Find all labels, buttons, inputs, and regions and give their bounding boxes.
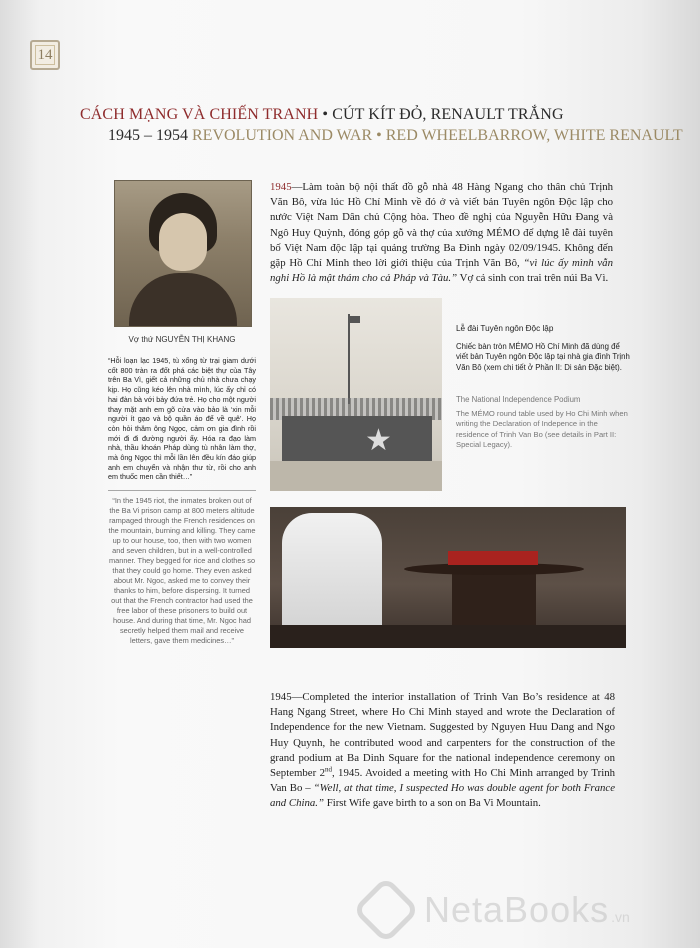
chapter-title-vn [80, 106, 564, 124]
portrait-caption: Vợ thứ NGUYỄN THỊ KHANG [128, 335, 236, 344]
watermark-text: NetaBooks [424, 889, 610, 930]
chapter-title-en [108, 127, 683, 145]
para-en-sup: nd [324, 765, 332, 774]
para-vn-text2: Vợ cả sinh con trai trên núi Ba Vì. [457, 272, 609, 285]
ground [270, 461, 442, 491]
page-number [30, 40, 60, 70]
quote-divider [108, 490, 256, 491]
portrait-face [159, 213, 207, 271]
title-en-years: 1945 – 1954 [108, 127, 192, 144]
floor [270, 625, 626, 648]
star-icon: ★ [365, 424, 392, 457]
photo-caption-body-vn: Chiếc bàn tròn MÉMO Hồ Chí Minh đã dùng để viết bản Tuyên ngôn Độc lập tại nhà gia đình Trịnh Văn Bô (xem chi tiết ở Phần II: Di sản Đặc biệt). [456, 342, 630, 372]
red-plaque [448, 551, 538, 565]
flag [350, 316, 360, 323]
podium-photo [270, 298, 442, 491]
watermark-suffix: .vn [611, 909, 630, 925]
para-en-italic: “Well, at that time, I suspected Ho was double agent for both France and China.” [270, 782, 615, 810]
portrait-body [129, 273, 237, 327]
round-table-photo [270, 507, 626, 648]
quote-en: “In the 1945 riot, the inmates broken out of the Ba Vi prison camp at 800 meters altitude rampaged through the French residences on the mountain, burning and killing. They came up to our house, too, then with two women and seven children, but in a well-controlled manner. They begged for rice and clothes so that they could go home. They even asked about Mr. Ngoc, asked me to convey their thanks to him, before dispersing. It turned out that the French contractor had used the free labor of these prisoners to build out house. And during that time, Mr. Ngoc had secretly helped them mail and receive letters, gave them medicines…” [108, 496, 256, 645]
quote-vn: “Hỗi loạn lạc 1945, tù xổng từ trại giam dưới cốt 800 tràn ra đốt phá các biệt thự của Tây trên Ba Vì, giết cả những chủ nhà chưa chạy kịp. Họ cũng kéo lên nhà mình, lúc ấy chỉ có hai đàn bà với bảy đứa trẻ. Họ cho một người thay mặt anh em gõ cửa vào bảo là ‘xin mỗi người ít gạo và bộ quần áo để về quê’. Họ còn hỏi thăm ông Ngọc, cảm ơn gia đình rồi mới đi đi đường người ấy. Hóa ra đạo làm nhà, thầu khoán Pháp dùng tù nhân làm thợ, mà ông Ngọc thì mỗi lần lên đều kín đáo giúp anh em chuyển và nhận thư từ, rồi cho anh em thuốc men cần thiết…” [108, 356, 256, 482]
page-number-text: 14 [37, 46, 53, 63]
watermark [362, 880, 692, 940]
title-vn-part1: CÁCH MẠNG VÀ CHIẾN TRANH [80, 106, 319, 123]
title-en-text: REVOLUTION AND WAR • RED WHEELBARROW, WHITE RENAULT [192, 127, 683, 144]
para-vn-year: 1945 [270, 181, 292, 193]
paragraph-vn [270, 180, 613, 286]
photo-caption-body-en: The MÉMO round table used by Ho Chi Minh when writing the Declaration of Indepence in the residence of Trinh Van Bo (see details in Part II: Special Legacy). [456, 409, 628, 450]
photo-caption-title-en: The National Independence Podium [456, 395, 581, 404]
para-en-text1: 1945—Completed the interior installation of Trinh Van Bo’s residence at 48 Hang Ngang Street, where Ho Chi Minh stayed and wrote the Declaration of Independence for the new Vietnam. Suggested by Nguyen Huu Dang and Ngo Huy Quynh, he contributed wood and carpenters for the construction of the grand podium at Ba Dinh Square for the national independence ceremony on September 2 [270, 691, 615, 780]
table-column [452, 573, 536, 627]
para-vn-italic: “vì lúc ấy mình vẫn nghi Hồ là mật thám cho cả Pháp và Tàu.” [270, 257, 613, 285]
watermark-logo-icon [352, 876, 420, 944]
title-vn-part2: CÚT KÍT ĐỎ, RENAULT TRẮNG [332, 106, 564, 123]
portrait-photo [114, 180, 252, 327]
para-vn-text1: —Làm toàn bộ nội thất đồ gỗ nhà 48 Hàng Ngang cho thân chủ Trịnh Văn Bô, vừa lúc Hồ Chí Minh về đó ở và viết bản Tuyên ngôn Độc lập cho nước Việt Nam Dân chủ Cộng hòa. Theo đề nghị của Nguyễn Hữu Đang và Ngô Huy Quỳnh, đóng góp gỗ và thợ của xưởng MÉMO để dựng lễ đài tuyên bố Việt Nam độc lập tại quảng trường Ba Đình ngày 02/09/1945. Không đến gặp Hồ Chí Minh theo lời giới thiệu của Trịnh Văn Bô, [270, 181, 613, 270]
para-en-text2: , 1945. Avoided a meeting with Ho Chi Minh arranged by Trinh Van Bo – [270, 767, 615, 795]
paragraph-en [270, 690, 615, 812]
stage [282, 416, 432, 461]
flagpole [348, 314, 350, 404]
photo-caption-title-vn: Lễ đài Tuyên ngôn Độc lập [456, 324, 554, 333]
para-en-text3: First Wife gave birth to a son on Ba Vi Mountain. [324, 797, 541, 810]
title-vn-sep: • [318, 106, 333, 123]
